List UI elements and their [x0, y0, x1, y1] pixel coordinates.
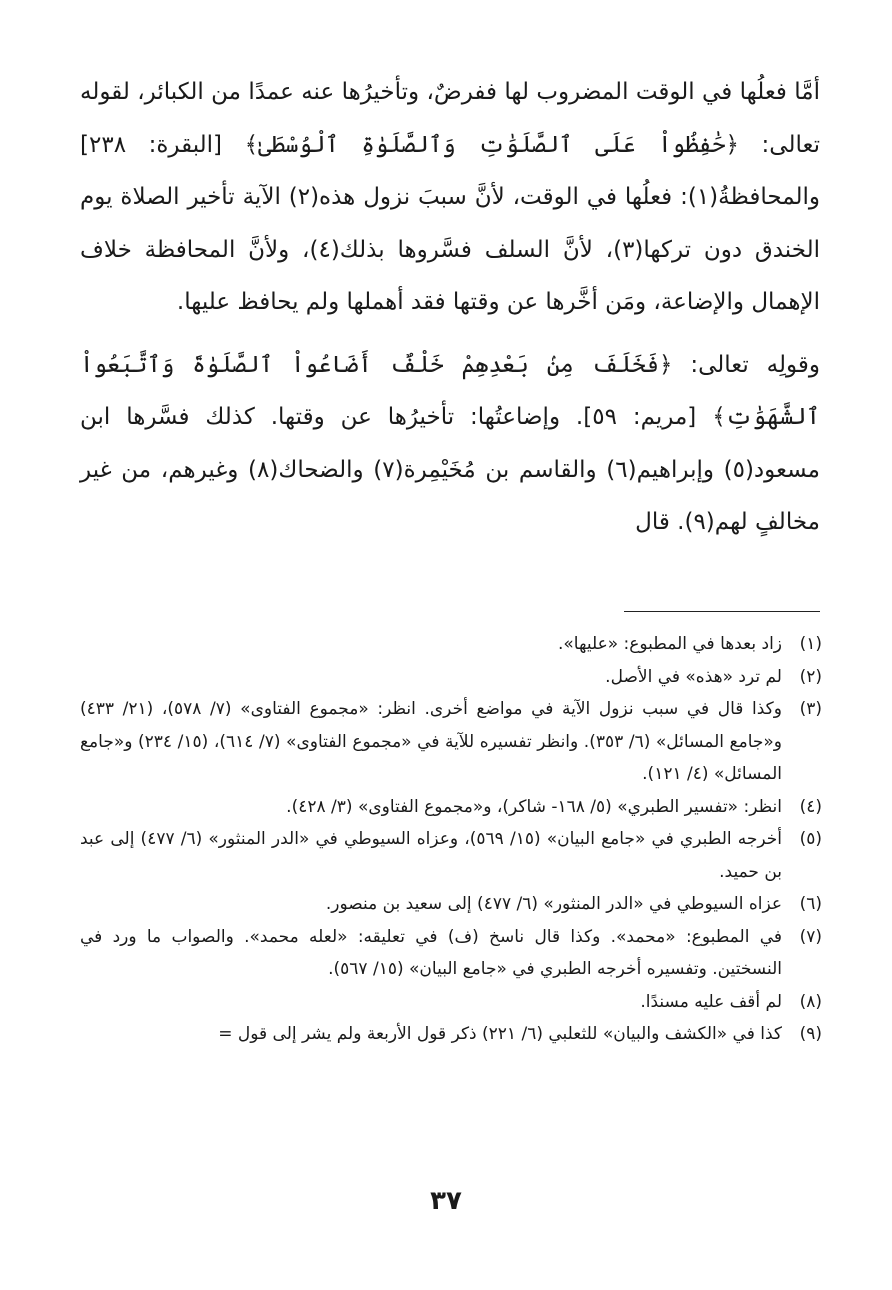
footnote-divider	[624, 611, 820, 612]
footnote-number: (٥)	[799, 829, 822, 849]
quran-verse: ﴿حَٰفِظُواْ عَلَى ٱلصَّلَوَٰتِ وَٱلصَّلَوٰةِ ٱلْوُسْطَىٰ﴾	[244, 131, 740, 158]
footnote-text: انظر: «تفسير الطبري» (٥/ ١٦٨- شاكر)، و«مجموع الفتاوى» (٣/ ٤٢٨).	[286, 796, 782, 817]
footnote-number: (٧)	[799, 926, 822, 947]
quran-verse: ﴿فَخَلَفَ مِنۢ بَعْدِهِمْ خَلْفٌ أَضَاعُواْ ٱلصَّلَوٰةَ وَٱتَّبَعُواْ ٱلشَّهَوَٰتِ﴾	[80, 351, 820, 430]
paragraph-text: أمَّا فعلُها في الوقت المضروب لها ففرضٌ، وتأخيرُها عنه عمدًا من الكبائر، لقوله تعالى:	[80, 79, 820, 158]
footnote-text: كذا في «الكشف والبيان» للثعلبي (٦/ ٢٢١) ذكر قول الأربعة ولم يشر إلى قول =	[218, 1024, 782, 1044]
paragraph-text: وقولِه تعالى:	[672, 351, 820, 378]
paragraph	[80, 339, 820, 549]
footnote-text: في المطبوع: «محمد». وكذا قال ناسخ (ف) في تعليقه: «لعله محمد». والصواب ما ورد في النسختين. وتفسيره أخرجه الطبري في «جامع البيان» (١٥/ ٥٦٧).	[80, 926, 782, 979]
paragraph	[80, 66, 820, 329]
footnote	[80, 986, 822, 1019]
footnote	[80, 661, 822, 694]
footnotes	[80, 628, 822, 1051]
footnote-number: (٢)	[799, 666, 822, 687]
footnote-number: (٤)	[799, 796, 822, 817]
footnote-text: لم ترد «هذه» في الأصل.	[605, 666, 782, 687]
footnote	[80, 791, 822, 824]
footnote-number: (٣)	[799, 699, 822, 719]
footnote-text: زاد بعدها في المطبوع: «عليها».	[558, 634, 782, 654]
footnote-number: (٩)	[799, 1024, 822, 1044]
footnote-number: (٦)	[799, 894, 822, 914]
footnote-text: لم أقف عليه مسندًا.	[640, 991, 782, 1012]
main-text	[80, 66, 820, 549]
footnote	[80, 1018, 822, 1051]
footnote	[80, 693, 822, 791]
footnote	[80, 823, 822, 888]
paragraph-text: [البقرة: ٢٣٨] والمحافظةُ(١): فعلُها في الوقت، لأنَّ سببَ نزول هذه(٢) الآية تأخير الصلاة يوم الخندق دون تركها(٣)، لأنَّ السلف فسَّروها بذلك(٤)، ولأنَّ المحافظة خلاف الإهمال والإضاعة، ومَن أخَّرها عن وقتها فقد أهملها ولم يحافظ عليها.	[80, 131, 820, 315]
footnote-number: (٨)	[799, 991, 822, 1012]
footnote	[80, 888, 822, 921]
footnote	[80, 921, 822, 986]
footnote-text: أخرجه الطبري في «جامع البيان» (١٥/ ٥٦٩)، وعزاه السيوطي في «الدر المنثور» (٦/ ٤٧٧) إلى عبد بن حميد.	[80, 829, 782, 882]
footnote	[80, 628, 822, 661]
paragraph-text: [مريم: ٥٩]. وإضاعتُها: تأخيرُها عن وقتها. كذلك فسَّرها ابن مسعود(٥) وإبراهيم(٦) والقاسم بن مُخَيْمِرة(٧) والضحاك(٨) وغيرهم، من غير مخالفٍ لهم(٩). قال	[80, 404, 820, 535]
footnote-text: وكذا قال في سبب نزول الآية في مواضع أخرى. انظر: «مجموع الفتاوى» (٧/ ٥٧٨)، (٢١/ ٤٣٣) و«جامع المسائل» (٦/ ٣٥٣). وانظر تفسيره للآية في «مجموع الفتاوى» (٧/ ٦١٤)، (١٥/ ٢٣٤) و«جامع المسائل» (٤/ ١٢١).	[80, 699, 783, 784]
footnote-text: عزاه السيوطي في «الدر المنثور» (٦/ ٤٧٧) إلى سعيد بن منصور.	[325, 894, 782, 914]
page-number: ٣٧	[430, 1186, 462, 1216]
footnote-number: (١)	[799, 634, 822, 654]
